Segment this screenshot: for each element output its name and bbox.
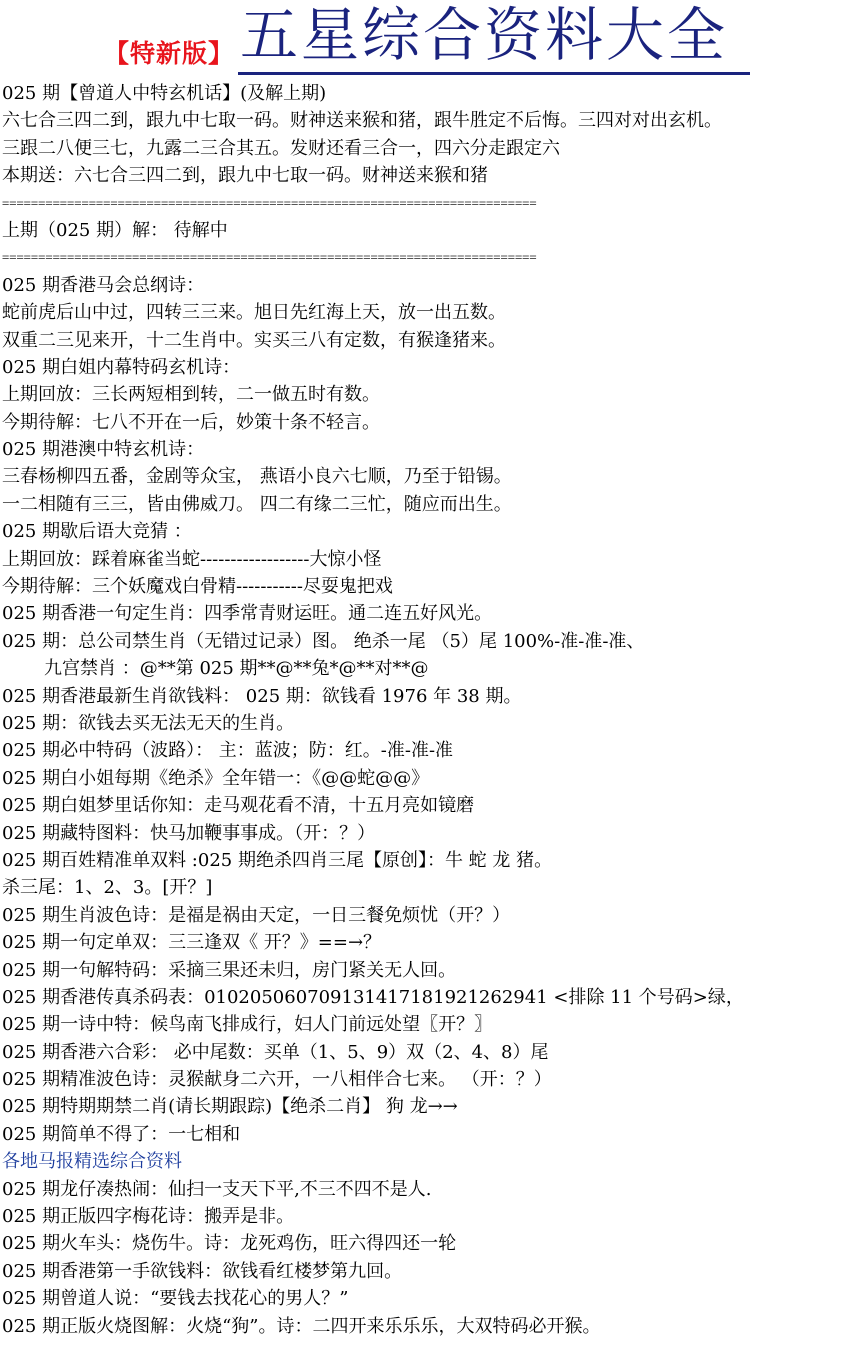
text-line: 上期回放：踩着麻雀当蛇------------------大惊小怪 (2, 548, 382, 570)
text-line: 上期（025 期）解： 待解中 (2, 219, 228, 241)
text-line: 025 期香港一句定生肖：四季常青财运旺。通二连五好风光。 (2, 603, 493, 625)
text-line: 025 期白姐梦里话你知：走马观花看不清，十五月亮如镜磨 (2, 795, 475, 817)
title-underline (238, 72, 750, 75)
page-title: 五星综合资料大全 (240, 1, 729, 69)
text-line: 上期回放：三长两短相到转，二一做五时有数。 (2, 384, 380, 406)
document-body (2, 80, 850, 1340)
text-line: 025 期歇后语大竞猜 ： (2, 521, 192, 543)
text-line: 今期待解：七八不开在一后，妙策十条不轻言。 (2, 411, 380, 433)
text-line: 025 期香港第一手欲钱料：欲钱看红楼梦第九回。 (2, 1260, 403, 1282)
text-line: 025 期一句定单双：三三逢双《 开？》==→？ (2, 932, 382, 954)
text-line: 一二相随有三三，皆由佛威刀。 四二有缘二三忙，随应而出生。 (2, 493, 512, 515)
text-line: 025 期曾道人说：“要钱去找花心的男人？” (2, 1288, 349, 1310)
text-line: 三跟二八便三七，九露二三合其五。发财还看三合一，四六分走跟定六 (2, 137, 560, 159)
text-line: 九宫禁肖 ：@**第 025 期**@**兔*@**对**@ (44, 658, 429, 680)
text-line: 蛇前虎后山中过，四转三三来。旭日先红海上天，放一出五数。 (2, 302, 506, 324)
text-line: 今期待解：三个妖魔戏白骨精-----------尽耍鬼把戏 (2, 576, 393, 598)
text-line: 杀三尾：1、2、3。[开？] (2, 877, 213, 899)
text-line: 025 期港澳中特玄机诗： (2, 439, 205, 461)
text-line: 025 期：欲钱去买无法无天的生肖。 (2, 712, 295, 734)
text-line: 025 期香港六合彩： 必中尾数：买单（1、5、9）双（2、4、8）尾 (2, 1041, 549, 1063)
separator-line: ========================================================================== (2, 195, 537, 210)
text-line: 025 期特期期禁二肖(请长期跟踪)【绝杀二肖】 狗 龙→→ (2, 1096, 458, 1118)
text-line: 025 期【曾道人中特玄机话】(及解上期) (2, 83, 327, 104)
text-line: 025 期一句解特码：采摘三果还未归，房门紧关无人回。 (2, 959, 457, 981)
section-heading: 各地马报精选综合资料 (2, 1151, 182, 1173)
text-line: 本期送：六七合三四二到，跟九中七取一码。财神送来猴和猪 (2, 165, 488, 187)
header (0, 0, 852, 82)
separator-line: ========================================================================== (2, 250, 537, 265)
text-line: 025 期简单不得了：一七相和 (2, 1123, 241, 1145)
text-line: 025 期香港最新生肖欲钱料： 025 期：欲钱看 1976 年 38 期。 (2, 685, 522, 707)
text-line: 025 期必中特码（波路）： 主：蓝波；防：红。-准-准-准 (2, 740, 454, 762)
text-line: 025 期正版四字梅花诗：搬弄是非。 (2, 1206, 295, 1228)
text-line: 025 期正版火烧图解：火烧“狗”。诗：二四开来乐乐乐，大双特码必开猴。 (2, 1315, 601, 1337)
text-line: 025 期香港传真杀码表：0102050607091314171819212629​41 <排除 11 个号码>绿， (2, 986, 744, 1008)
text-line: 025 期一诗中特：候鸟南飞排成行，妇人门前远处望〖开？〗 (2, 1014, 493, 1036)
text-line: 025 期精准波色诗：灵猴献身二六开，一八相伴合七来。 （开：？） (2, 1069, 552, 1091)
text-line: 025 期生肖波色诗：是福是祸由天定，一日三餐免烦忧（开？） (2, 904, 511, 926)
edition-tag: 【特新版】 (104, 39, 235, 68)
text-line: 025 期白姐内幕特码玄机诗： (2, 356, 241, 378)
text-line: 025 期：总公司禁生肖（无错过记录）图。 绝杀一尾 （5）尾 100%-准-准-准、 (2, 630, 645, 652)
text-line: 六七合三四二到，跟九中七取一码。财神送来猴和猪，跟牛胜定不后悔。三四对对出玄机。 (2, 110, 722, 132)
text-line: 双重二三见来开，十二生肖中。实买三八有定数，有猴逢猪来。 (2, 329, 506, 351)
text-line: 025 期藏特图料：快马加鞭事事成。（开：？） (2, 822, 376, 844)
text-line: 025 期香港马会总纲诗： (2, 274, 205, 296)
text-line: 025 期火车头：烧伤牛。诗：龙死鸡伤，旺六得四还一轮 (2, 1233, 457, 1255)
text-line: 025 期百姓精准单双料 :025 期绝杀四肖三尾【原创】：牛 蛇 龙 猪。 (2, 849, 553, 871)
text-line: 025 期龙仔凑热闹：仙扫一支天下平,不三不四不是人. (2, 1178, 432, 1200)
text-line: 025 期白小姐每期《绝杀》全年错一：《@@蛇@@》 (2, 767, 430, 789)
text-line: 三春杨柳四五番，金剧等众宝， 燕语小良六七顺，乃至于铅锡。 (2, 466, 512, 488)
